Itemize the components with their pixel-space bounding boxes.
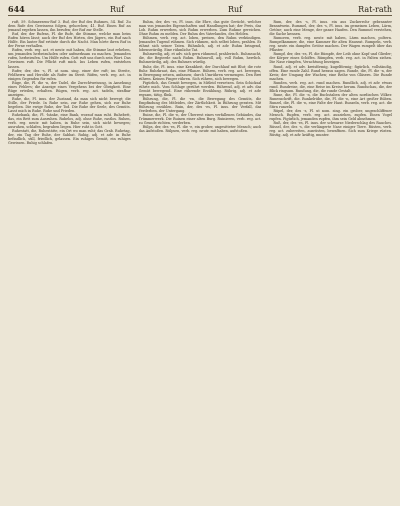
entry-paragraph: Rühmen, verb. reg. act. loben, preisen, den Ruhm verkündigen. Jemandes Tugend rühmen. Sich rühmen, sich selbst loben, prahlen. Er rühmt sich seiner Taten. Rühmlich, adj. et adv. Ruhm bringend, lobenswürdig. Eine rühmliche Tat. xyxy=(138,36,262,53)
entry-paragraph: Ruß, der, des -es, Pl. inus. der schwarze Niederschlag des Rauches. Rüssel, der, des -s, die verlängerte Nase einiger Tiere. Rüsten, verb. reg. act. zubereiten, ausrüsten, bewaffnen. Sich zum Kriege rüsten. Rüstig, adj. et adv. kräftig, munter. xyxy=(269,121,393,138)
entry-paragraph: Ruhe, die, Pl. inus. der Zustand, da man sich nicht bewegt; die Stille, der Friede. In Ruhe sein, zur Ruhe gehen, sich zur Ruhe begeben. Die ewige Ruhe, der Tod. Die Ruhe der Seele, des Gemüts. Lasst mich in Ruhe. Ruhe und Frieden. xyxy=(8,96,131,114)
entry-paragraph: Runden, verb. reg. act. rund machen. Rundlich, adj. et adv. etwas rund. Rundreise, die, eine Reise im Kreise herum. Rundschau, die, der Blick ringsum. Rundung, die, die runde Gestalt. xyxy=(269,80,393,93)
entry-paragraph: Rumpf, der, des -es, Pl. die Rümpfe, der Leib ohne Kopf und Glieder; der Körper eines Schiffes. Rümpfen, verb. reg. act. in Falten ziehen. Die Nase rümpfen, Verachtung bezeigen. xyxy=(269,52,393,65)
entry-paragraph: Rührung, die, Pl. die -en, die Bewegung des Gemüts, die Empfindung des Mitleides, der Zärtlichkeit. In Rührung geraten. Mit Rührung erzählen. Ruin, der, des -es, Pl. inus. der Verfall, das Verderben, der Untergang. xyxy=(138,96,262,114)
entry-paragraph: Rüpel, der, des -s, Pl. ut nom. sing. ein grober, ungeschliffener Mensch. Rupfen, verb. reg. act. ausziehen, zupfen. Einen Vogel rupfen. Figürlich, jemanden rupfen, ihm sein Geld abnehmen. xyxy=(269,109,393,122)
entry-paragraph: Rufen, verb. reg. act. et neutr. mit haben, die Stimme laut erheben, um jemanden herbeizuholen oder aufmerksam zu machen. Jemanden rufen, herbeirufen. Um Hülfe rufen. Gott ruft uns durch sein Wort. Das Gewissen ruft. Die Pflicht ruft mich. Ins Leben rufen, entstehen lassen. xyxy=(8,48,131,69)
header-right-word: Rat-rath xyxy=(358,5,392,14)
header-left-word: Ruf xyxy=(110,5,125,14)
column-middle xyxy=(139,20,262,501)
entry-paragraph: Rüge, die, Pl. die -n, der Tadel, die Zurechtweisung, in Ansehung eines Fehlers; die Anzeige eines Vergehens bei der Obrigkeit. Eine Rüge erteilen, erhalten. Rügen, verb. reg. act. tadeln, strafbar anzeigen. xyxy=(8,80,131,97)
entry-paragraph: Ruf, der, der Rufens, Pl. die Rufe, die Stimme, welche man beim Rufen hören lässt; auch der Ruf des Hirten, des Jägers, ein Ruf nach Hülfe. Ein lauter Ruf ertönte durch die Nacht. Man hörte ihren Ruf in der Ferne verhallen. xyxy=(8,32,131,49)
entry-paragraph: Ruhr, die, Pl. inus. eine Krankheit, der Durchlauf mit Blut; die rote Ruhr. Ruhrkraut, das, eine Pflanze. Rühren, verb. reg. act. bewegen, in Bewegung setzen, anfassen; durch Umrühren vermengen. Den Brei rühren. Keinen Finger rühren. Sich rühren, sich bewegen. xyxy=(138,64,262,81)
page-number: 644 xyxy=(8,4,25,14)
entry-paragraph: Rune, die, Pl. die -n, die Buchstaben der alten nordischen Völker. Runenschrift, die. Runkelrübe, die, Pl. die -n, eine Art großer Rüben. Runzel, die, Pl. die -n, eine Falte der Haut. Runzeln, verb. reg. act. die Stirn runzeln. xyxy=(269,92,393,109)
entry-paragraph: Ruhm, der, des -es, Pl. inus. die Ehre, das gute Gerücht, welches man von jemandes Eigenschaften und Handlungen hat; der Preis, das Lob. Ruhm erwerben, sich Ruhm erwerben. Zum Ruhme gereichen. Ohne Ruhm zu melden. Der Ruhm des Vaterlandes, des Helden. xyxy=(138,20,262,37)
text-columns xyxy=(8,20,392,501)
column-left xyxy=(8,20,131,501)
entry-paragraph: Rum, der, des -s, Pl. inus. ein aus Zuckerrohr gebrannter Branntwein. Rummel, der, des -s, Pl. inus. im gemeinen Leben, Lärm, Getöse; auch eine Menge, der ganze Haufen. Den Rummel verstehen, die Sache kennen. xyxy=(269,20,393,37)
entry-paragraph: Ruhmredig, adj. et adv. sich gern rühmend, prahlerisch. Ruhmsucht, die, die Begierde nach Ruhm. Ruhmvoll, adj. voll Ruhm, herrlich. Ruhmwürdig, adj. des Ruhmes würdig. xyxy=(138,52,262,65)
header-rule xyxy=(8,15,392,16)
entry-paragraph: Figürlich, das Gemüt bewegen, in Mitleid versetzen. Sein Schicksal rührte mich. Vom Schlage gerührt werden. Rührend, adj. et adv. das Gemüt bewegend. Eine rührende Erzählung. Rührig, adj. et adv. regsam, tätig, flink. xyxy=(138,80,262,97)
entry-paragraph: ruft, 59. Schmerzens-Ruf 3. Ruf, der Ruf des Ruhmes, 54. Ruf. Zu dem Rufe des Gewissens folgen, gehorchen; 41. Ruf. Einen Ruf an jemand ergehen lassen, ihn berufen; der Ruf zur Stelle. xyxy=(8,20,131,33)
header-middle-word: Ruf xyxy=(228,5,243,14)
entry-paragraph: Rund, adj. et adv. kreisförmig, kugelförmig; figürlich, vollständig, offen. Eine runde Zahl. Rund heraus sagen. Runde, die, Pl. die -n, der Kreis; der Umgang der Wachen; eine Reihe von Gläsern. Die Runde machen. xyxy=(269,64,393,81)
entry-paragraph: Ruine, die, Pl. die -n, der Überrest eines verfallenen Gebäudes, das Trümmerwerk. Die Ruinen einer alten Burg. Ruinieren, verb. reg. act. zu Grunde richten, verderben. xyxy=(138,113,262,126)
entry-paragraph: Ruhestatt, die, Ruhestätte, ein Ort wo man ruht; das Grab. Ruhetag, der, ein Tag der Ruhe, der Sabbat. Ruhig, adj. et adv. in Ruhe befindlich, still, friedlich, gelassen. Ein ruhiges Gemüt, ein ruhiges Gewissen. Ruhig schlafen. xyxy=(8,129,131,146)
entry-paragraph: Rülps, der, des -es, Pl. die -e, ein grober, ungesitteter Mensch; auch das Aufstoßen. Rülpsen, verb. reg. neutr. mit haben, aufstoßen. xyxy=(138,125,262,134)
entry-paragraph: Rufer, der, des -s, Pl. ut nom. sing. einer der ruft; im Streite, Feldherrn und Herolde als Rufer im Streit. Rüfen, verb. reg. act. in einigen Gegenden für rufen. xyxy=(8,68,131,81)
column-right xyxy=(269,20,392,501)
entry-paragraph: Rumoren, verb. reg. neutr. mit haben, Lärm machen, poltern. Rumpelkammer, die, eine Kammer für alten Hausrat. Rumpeln, verb. reg. neutr. ein dumpfes Getöse machen. Der Wagen rumpelt über das Pflaster. xyxy=(269,36,393,53)
entry-paragraph: Ruhebank, die, Pl. -bänke, eine Bank, worauf man ruht. Ruhebett, das, ein Bett zum Ausruhen. Ruhelos, adj. ohne Ruhe, rastlos. Ruhen, verb. reg. neutr. mit haben, in Ruhe sein, sich nicht bewegen; ausruhen, schlafen, begraben liegen. Hier ruht in Gott. xyxy=(8,113,131,130)
